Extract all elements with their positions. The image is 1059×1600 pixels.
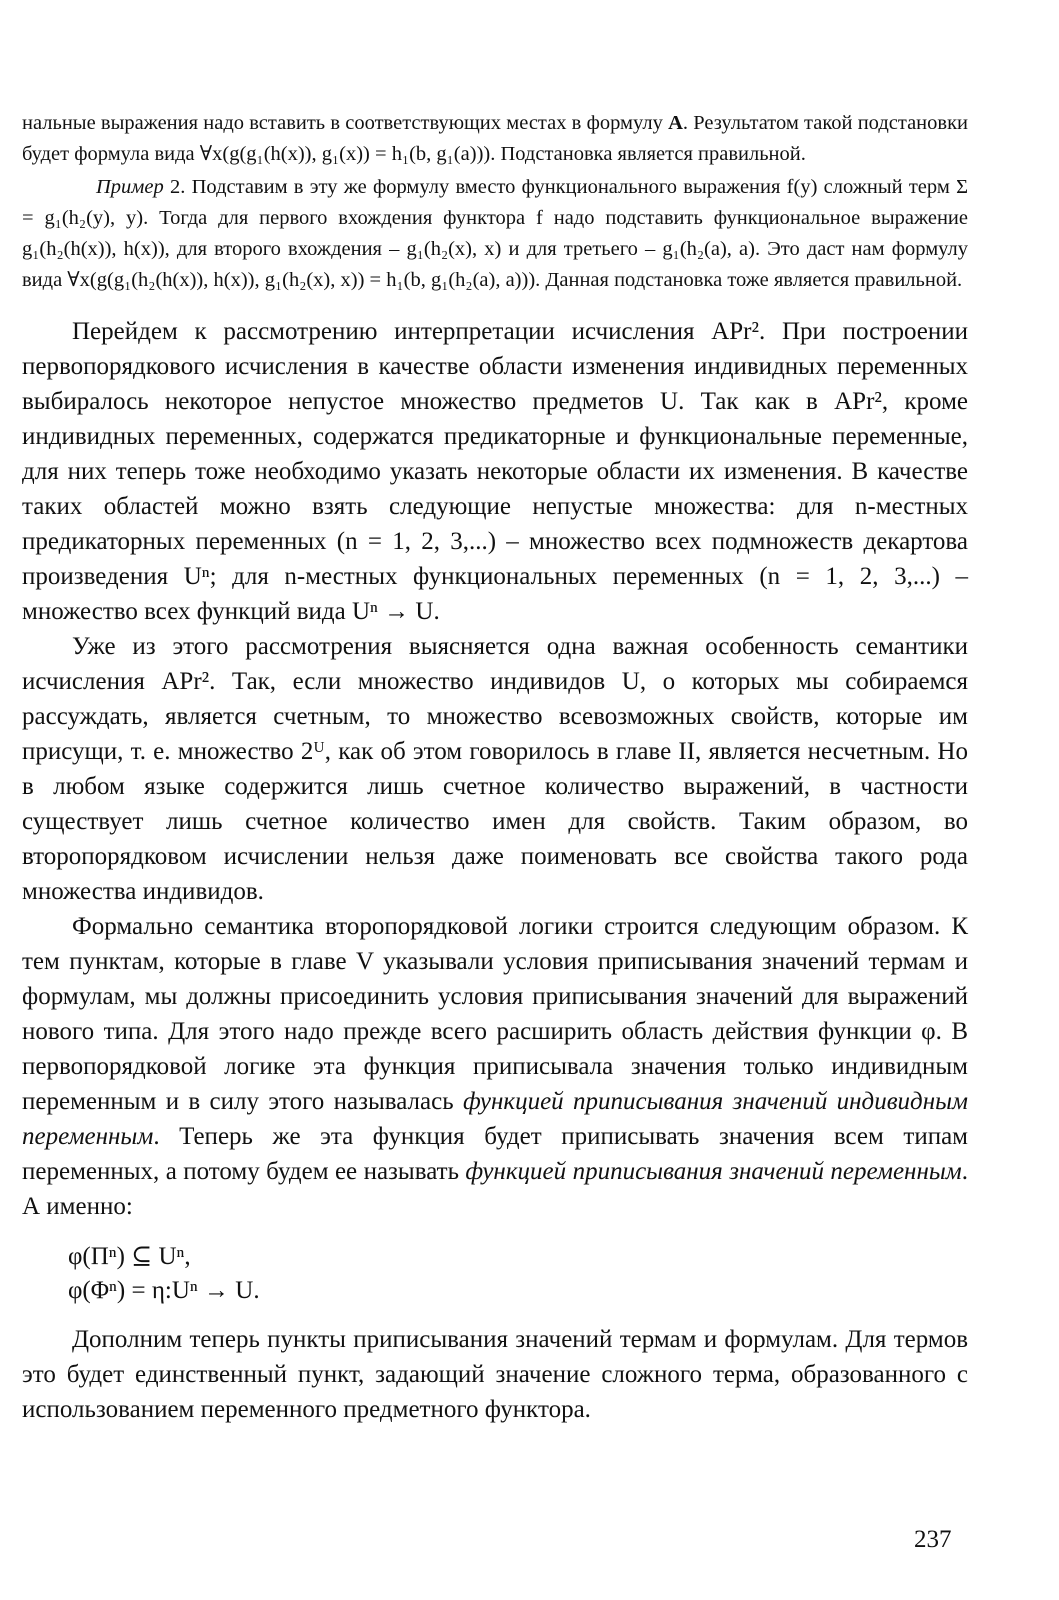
page-number: 237: [914, 1526, 952, 1553]
body-paragraph-3: Формально семантика второпорядковой логики строится следующим образом. К тем пунктам, которые в главе V указывали условия приписывания значений термам и формулам, мы должны присоединить условия приписывания значений для выражений нового типа. Для этого надо прежде всего расширить область действия функции φ. В первопорядковой логике эта функция приписывала значения только индивидным переменным и в силу этого называлась функцией приписывания значений индивидным переменным. Теперь же эта функция будет приписывать значения всем типам переменных, а потому будем ее называть функцией приписывания значений переменным. А именно:: [22, 913, 968, 1220]
example-paragraph-1: нальные выражения надо вставить в соответствующих местах в формулу A. Результатом такой подстановки будет формула вида ∀x(g(g₁(h(x)), g₁(x)) = h₁(b, g₁(a))). Подстановка является правильной.: [22, 112, 968, 165]
body-paragraph-2: Уже из этого рассмотрения выясняется одна важная особенность семантики исчисления APr². Так, если множество индивидов U, о которых мы собираемся рассуждать, является счетным, то множество всевозможных свойств, которые им присущи, т. е. множество 2ᵁ, как об этом говорилось в главе II, является несчетным. Но в любом языке содержится лишь счетное количество выражений, в частности существует лишь счетное количество имен для свойств. Таким образом, во второпорядковом исчислении нельзя даже поименовать все свойства такого рода множества индивидов.: [22, 633, 968, 905]
example-paragraph-2: Пример 2. Подставим в эту же формулу вместо функционального выражения f(y) сложный терм Σ = g₁(h₂(y), y). Тогда для первого вхождения функтора f надо подставить функциональное выражение g₁(h₂(h(x)), h(x)), для второго вхождения – g₁(h₂(x), x) и для третьего – g₁(h₂(a), a). Это даст нам формулу вида ∀x(g(g₁(h₂(h(x)), h(x)), g₁(h₂(x), x)) = h₁(b, g₁(h₂(a), a))). Данная подстановка тоже является правильной.: [22, 176, 968, 291]
body-paragraph-4: Дополним теперь пункты приписывания значений термам и формулам. Для термов это будет единственный пункт, задающий значение сложного терма, образованного с использованием переменного предметного функтора.: [22, 1326, 968, 1423]
formula-function: φ(Φⁿ) = η:Uⁿ → U.: [68, 1277, 260, 1304]
page-content: [22, 108, 968, 1427]
body-paragraph-1: Перейдем к рассмотрению интерпретации исчисления APr². При построении первопорядкового исчисления в качестве области изменения индивидных переменных выбиралось некоторое непустое множество предметов U. Так как в APr², кроме индивидных переменных, содержатся предикаторные и функциональные переменные, для них теперь тоже необходимо указать некоторые области их изменения. В качестве таких областей можно взять следующие непустые множества: для n-местных предикаторных переменных (n = 1, 2, 3,...) – множество всех подмножеств декартова произведения Uⁿ; для n-местных функциональных переменных (n = 1, 2, 3,...) – множество всех функций вида Uⁿ → U.: [22, 318, 968, 625]
formula-predicate: φ(Πⁿ) ⊆ Uⁿ,: [68, 1243, 191, 1270]
example-label: Пример: [96, 176, 164, 198]
formula-block: [68, 1240, 968, 1308]
